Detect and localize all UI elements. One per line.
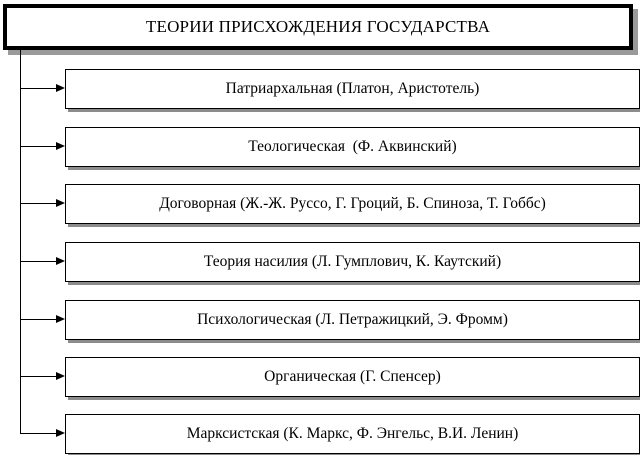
arrow-right-icon bbox=[56, 372, 65, 380]
arrow-right-icon bbox=[56, 199, 65, 207]
theory-label: Теория насилия (Л. Гумплович, К. Каутский) bbox=[203, 253, 502, 270]
branch-3 bbox=[20, 184, 640, 224]
theory-box-patriarchal bbox=[65, 69, 640, 109]
branch-1 bbox=[20, 69, 640, 109]
arrow-right-icon bbox=[56, 142, 65, 150]
theory-box-theological bbox=[65, 127, 640, 167]
theory-box-violence bbox=[65, 242, 640, 282]
theory-label: Патриархальная (Платон, Аристотель) bbox=[225, 80, 480, 97]
root-title: ТЕОРИИ ПРИСХОЖДЕНИЯ ГОСУДАРСТВА bbox=[145, 17, 491, 36]
connector-arrow-line bbox=[20, 88, 56, 89]
branch-5 bbox=[20, 300, 640, 340]
theory-label: Договорная (Ж.-Ж. Руссо, Г. Гроций, Б. Спиноза, Т. Гоббс) bbox=[159, 195, 546, 212]
connector-arrow-line bbox=[20, 261, 56, 262]
branch-2 bbox=[20, 127, 640, 167]
theory-label: Органическая (Г. Спенсер) bbox=[264, 368, 441, 385]
arrow-right-icon bbox=[56, 429, 65, 437]
theory-label: Психологическая (Л. Петражицкий, Э. Фромм) bbox=[197, 311, 508, 328]
theory-box-contract bbox=[65, 184, 640, 224]
theory-box-organic bbox=[65, 357, 640, 397]
arrow-right-icon bbox=[56, 257, 65, 265]
theory-label: Марксистская (К. Маркс, Ф. Энгельс, В.И. Ленин) bbox=[186, 425, 519, 442]
root-title-box bbox=[3, 4, 633, 50]
branch-6 bbox=[20, 357, 640, 397]
branch-4 bbox=[20, 242, 640, 282]
arrow-right-icon bbox=[56, 84, 65, 92]
theory-label: Теологическая (Ф. Аквинский) bbox=[248, 138, 457, 155]
theory-box-marxist bbox=[65, 414, 640, 454]
theory-box-psychological bbox=[65, 300, 640, 340]
connector-arrow-line bbox=[20, 203, 56, 204]
connector-arrow-line bbox=[20, 146, 56, 147]
connector-arrow-line bbox=[20, 319, 56, 320]
branch-7 bbox=[20, 414, 640, 454]
connector-arrow-line bbox=[20, 376, 56, 377]
arrow-right-icon bbox=[56, 315, 65, 323]
connector-arrow-line bbox=[20, 433, 56, 434]
